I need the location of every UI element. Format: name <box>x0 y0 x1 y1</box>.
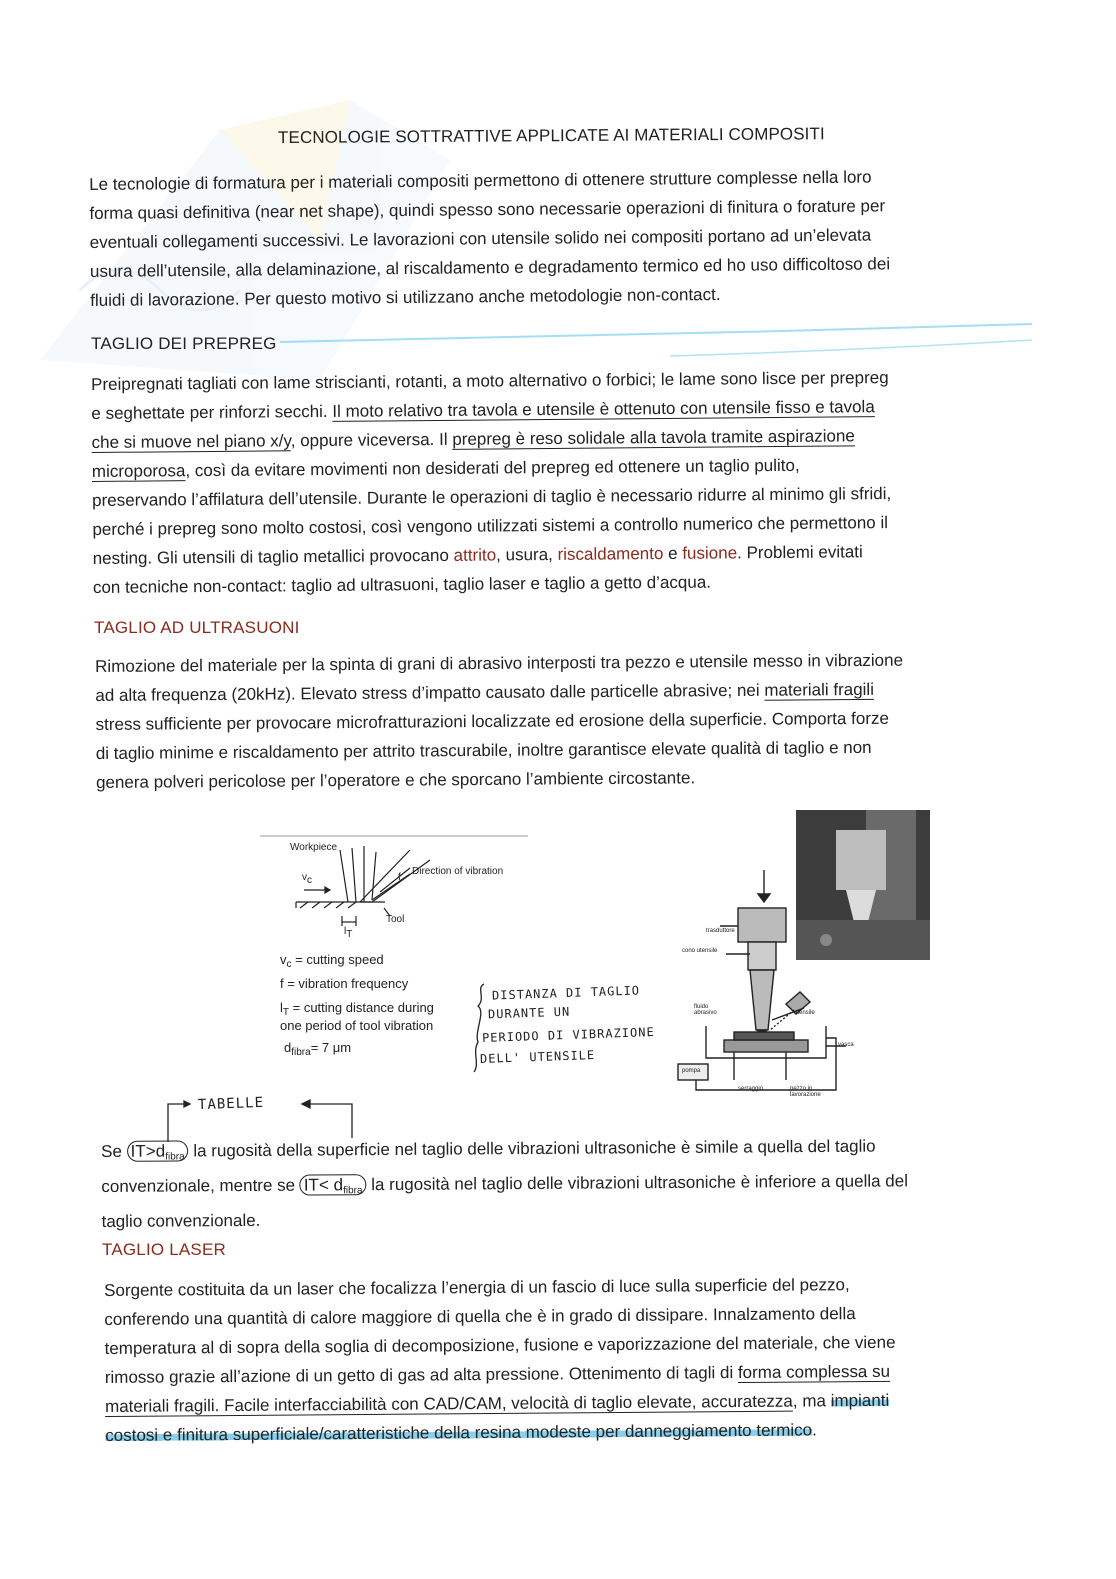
label-vasca: vasca <box>838 1042 854 1048</box>
page-title: TECNOLOGIE SOTTRATTIVE APPLICATE AI MATERIALI COMPOSITI <box>277 124 825 148</box>
handwritten-note-line: DELL' UTENSILE <box>479 1047 596 1067</box>
text-line: Rimozione del materiale per la spinta di grani di abrasivo interposti tra pezzo e utensile messo in vibrazione <box>95 650 904 676</box>
text-line <box>101 1131 908 1172</box>
legend-period: one period of tool vibration <box>280 1018 434 1033</box>
text-line: taglio convenzionale. <box>101 1210 261 1231</box>
text-segment: , oppure viceversa. Il <box>290 429 453 451</box>
formula-text: IT>d <box>130 1141 166 1161</box>
legend-text: = cutting distance during <box>292 1000 434 1015</box>
highlighted-text: attrito <box>453 545 497 565</box>
text-line: forma quasi definitiva (near net shape), quindi spesso sono necessarie operazioni di finitura o forature per <box>89 196 886 223</box>
text-segment: Se <box>101 1141 127 1161</box>
text-line: stress sufficiente per provocare microfratturazioni localizzate ed erosione della superficie. Comporta forze <box>95 708 890 734</box>
label-vc-main: v <box>302 872 307 883</box>
text-segment: la rugosità della superficie nel taglio delle vibrazioni ultrasoniche è simile a quella del taglio <box>188 1136 876 1161</box>
underlined-text: forma complessa su <box>737 1361 891 1383</box>
underlined-text: materiali fragili <box>764 679 875 700</box>
text-line <box>105 1415 896 1450</box>
section-heading-laser: TAGLIO LASER <box>102 1240 226 1259</box>
underlined-text: che si muove nel piano x/y <box>91 431 291 452</box>
label-tool: Tool <box>386 914 405 925</box>
text-line: eventuali collegamenti successivi. Le lavorazioni con utensile solido nei compositi portano ad un’elevata <box>89 225 872 252</box>
ultrasonic-cutting-schematic <box>260 830 680 1090</box>
label-pezzo-in-lavorazione: pezzo in lavorazione <box>790 1086 821 1098</box>
label-cono-utensile: cono utensile <box>682 948 718 954</box>
label-workpiece: Workpiece <box>290 842 338 853</box>
text-line: Le tecnologie di formatura per i materiali compositi permettono di ottenere strutture complesse nella loro <box>89 167 872 194</box>
handwritten-note-line: DISTANZA DI TAGLIO <box>491 983 641 1003</box>
prepreg-paragraph <box>91 363 892 602</box>
legend-text: = cutting speed <box>295 952 384 967</box>
underlined-text: prepreg è reso solidale alla tavola tramite aspirazione <box>452 426 855 449</box>
text-segment: convenzionale, mentre se <box>101 1175 300 1196</box>
highlighter-stroke <box>280 318 1040 362</box>
label-serraggio: serraggio <box>738 1086 764 1092</box>
highlighted-text: fusione <box>682 543 738 563</box>
legend-cutting-speed: $v_c$ = cutting speed <box>280 952 384 970</box>
label-pompa: pompa <box>682 1068 701 1074</box>
ultrasonic-machine-figure <box>676 808 932 1108</box>
underlined-text: materiali fragili. Facile interfacciabilità con CAD/CAM, velocità di taglio elevate, accuratezza <box>104 1391 793 1416</box>
text-segment: e <box>663 543 683 564</box>
underlined-text: Il moto relativo tra tavola e utensile è ottenuto con utensile fisso e tavola <box>332 397 875 421</box>
circled-formula <box>300 1174 367 1195</box>
machine-schematic <box>676 868 856 1100</box>
legend-text: = 7 μm <box>310 1040 352 1055</box>
label-fluido-abrasivo: fluido abrasivo <box>694 1004 717 1016</box>
text-segment: . Problemi evitati <box>737 542 863 563</box>
text-segment: la rugosità nel taglio delle vibrazioni ultrasoniche è inferiore a quella del <box>366 1171 909 1195</box>
text-segment: rimosso grazie all’azione di un getto di gas ad alta pressione. Ottenimento di tagli di <box>104 1363 738 1387</box>
legend-cutting-distance: $l_T$ = cutting distance during <box>280 1000 434 1018</box>
handwritten-note-line: DURANTE UN <box>487 1004 571 1022</box>
text-line: conferendo una quantità di calore maggiore di quella che è in grado di dissipare. Innalzamento della <box>104 1304 856 1329</box>
text-segment: , ma <box>792 1391 831 1411</box>
rugosita-paragraph <box>101 1131 908 1236</box>
ultrasuoni-paragraph <box>95 646 904 797</box>
text-line <box>101 1166 908 1207</box>
highlighted-text: costosi e finitura superficiale/caratteristiche della resina modeste per danneggiamento termico <box>105 1420 813 1445</box>
text-line: perché i prepreg sono molto costosi, così vengono utilizzati sistemi a controllo numerico che permettono il <box>92 513 889 539</box>
text-line: preservando l’affilatura dell’utensile. Durante le operazioni di taglio è necessario ridurre al minimo gli sfridi, <box>92 484 892 510</box>
intro-paragraph <box>89 162 890 315</box>
circled-formula <box>127 1140 189 1161</box>
section-heading-prepreg: TAGLIO DEI PREPREG <box>91 334 277 353</box>
underlined-text: microporosa <box>91 461 186 481</box>
legend-text: d <box>284 1040 292 1055</box>
text-line: Preipregnati tagliati con lame striscianti, rotanti, a moto alternativo o forbici; le lame sono lisce per prepreg <box>91 368 889 394</box>
handwritten-tabelle: TABELLE <box>197 1094 265 1114</box>
label-direction-of-vibration: Direction of vibration <box>412 866 504 877</box>
text-segment: , usura, <box>496 544 558 565</box>
laser-paragraph <box>104 1270 896 1450</box>
text-segment: . <box>811 1420 817 1440</box>
text-segment: e seghettate per rinforzi secchi. <box>91 401 333 423</box>
legend-sub: fibra <box>291 1047 311 1058</box>
text-line: genera polveri pericolose per l’operatore e che sporcano l’ambiente circostante. <box>95 768 696 792</box>
text-segment: ad alta frequenza (20kHz). Elevato stress d’impatto causato dalle particelle abrasive; nei <box>95 680 765 705</box>
text-line: Sorgente costituita da un laser che focalizza l’energia di un fascio di luce sulla superficie del pezzo, <box>104 1275 850 1300</box>
text-line: temperatura al di sopra della soglia di decomposizione, fusione e vaporizzazione del materiale, che viene <box>104 1332 896 1358</box>
label-utensile: utensile <box>794 1010 815 1016</box>
text-segment: nesting. Gli utensili di taglio metallici provocano <box>92 545 454 568</box>
text-line: con tecniche non-contact: taglio ad ultrasuoni, taglio laser e taglio a getto d’acqua. <box>92 572 712 597</box>
legend-vibration-frequency: f = vibration frequency <box>280 976 409 991</box>
label-f: f <box>398 872 401 883</box>
text-line: fluidi di lavorazione. Per questo motivo si utilizzano anche metodologie non-contact. <box>90 284 721 310</box>
text-segment: , così da evitare movimenti non desiderati del prepreg ed ottenere un taglio pulito, <box>185 455 800 481</box>
label-trasduttore: trasduttore <box>706 928 735 934</box>
text-line: di taglio minime e riscaldamento per attrito trascurabile, inoltre garantisce elevate qualità di taglio e non <box>95 737 872 763</box>
label-vc-sub: c <box>307 875 312 886</box>
label-lt-sub: T <box>346 929 353 940</box>
handwritten-note-line: PERIODO DI VIBRAZIONE <box>481 1024 655 1046</box>
label-vc <box>302 872 312 886</box>
highlighted-text: impianti <box>830 1390 890 1411</box>
legend-d-fibra <box>284 1040 351 1058</box>
formula-sub: fibra <box>343 1185 363 1197</box>
text-line: usura dell’utensile, alla delaminazione, al riscaldamento e degradamento termico ed ho uso difficoltoso dei <box>89 254 891 281</box>
section-heading-ultrasuoni: TAGLIO AD ULTRASUONI <box>94 618 300 637</box>
label-lt-main: l <box>344 926 347 937</box>
formula-sub: fibra <box>165 1151 185 1163</box>
formula-text: IT< d <box>303 1175 344 1195</box>
label-lt <box>344 926 352 940</box>
highlighted-text: riscaldamento <box>557 544 664 564</box>
